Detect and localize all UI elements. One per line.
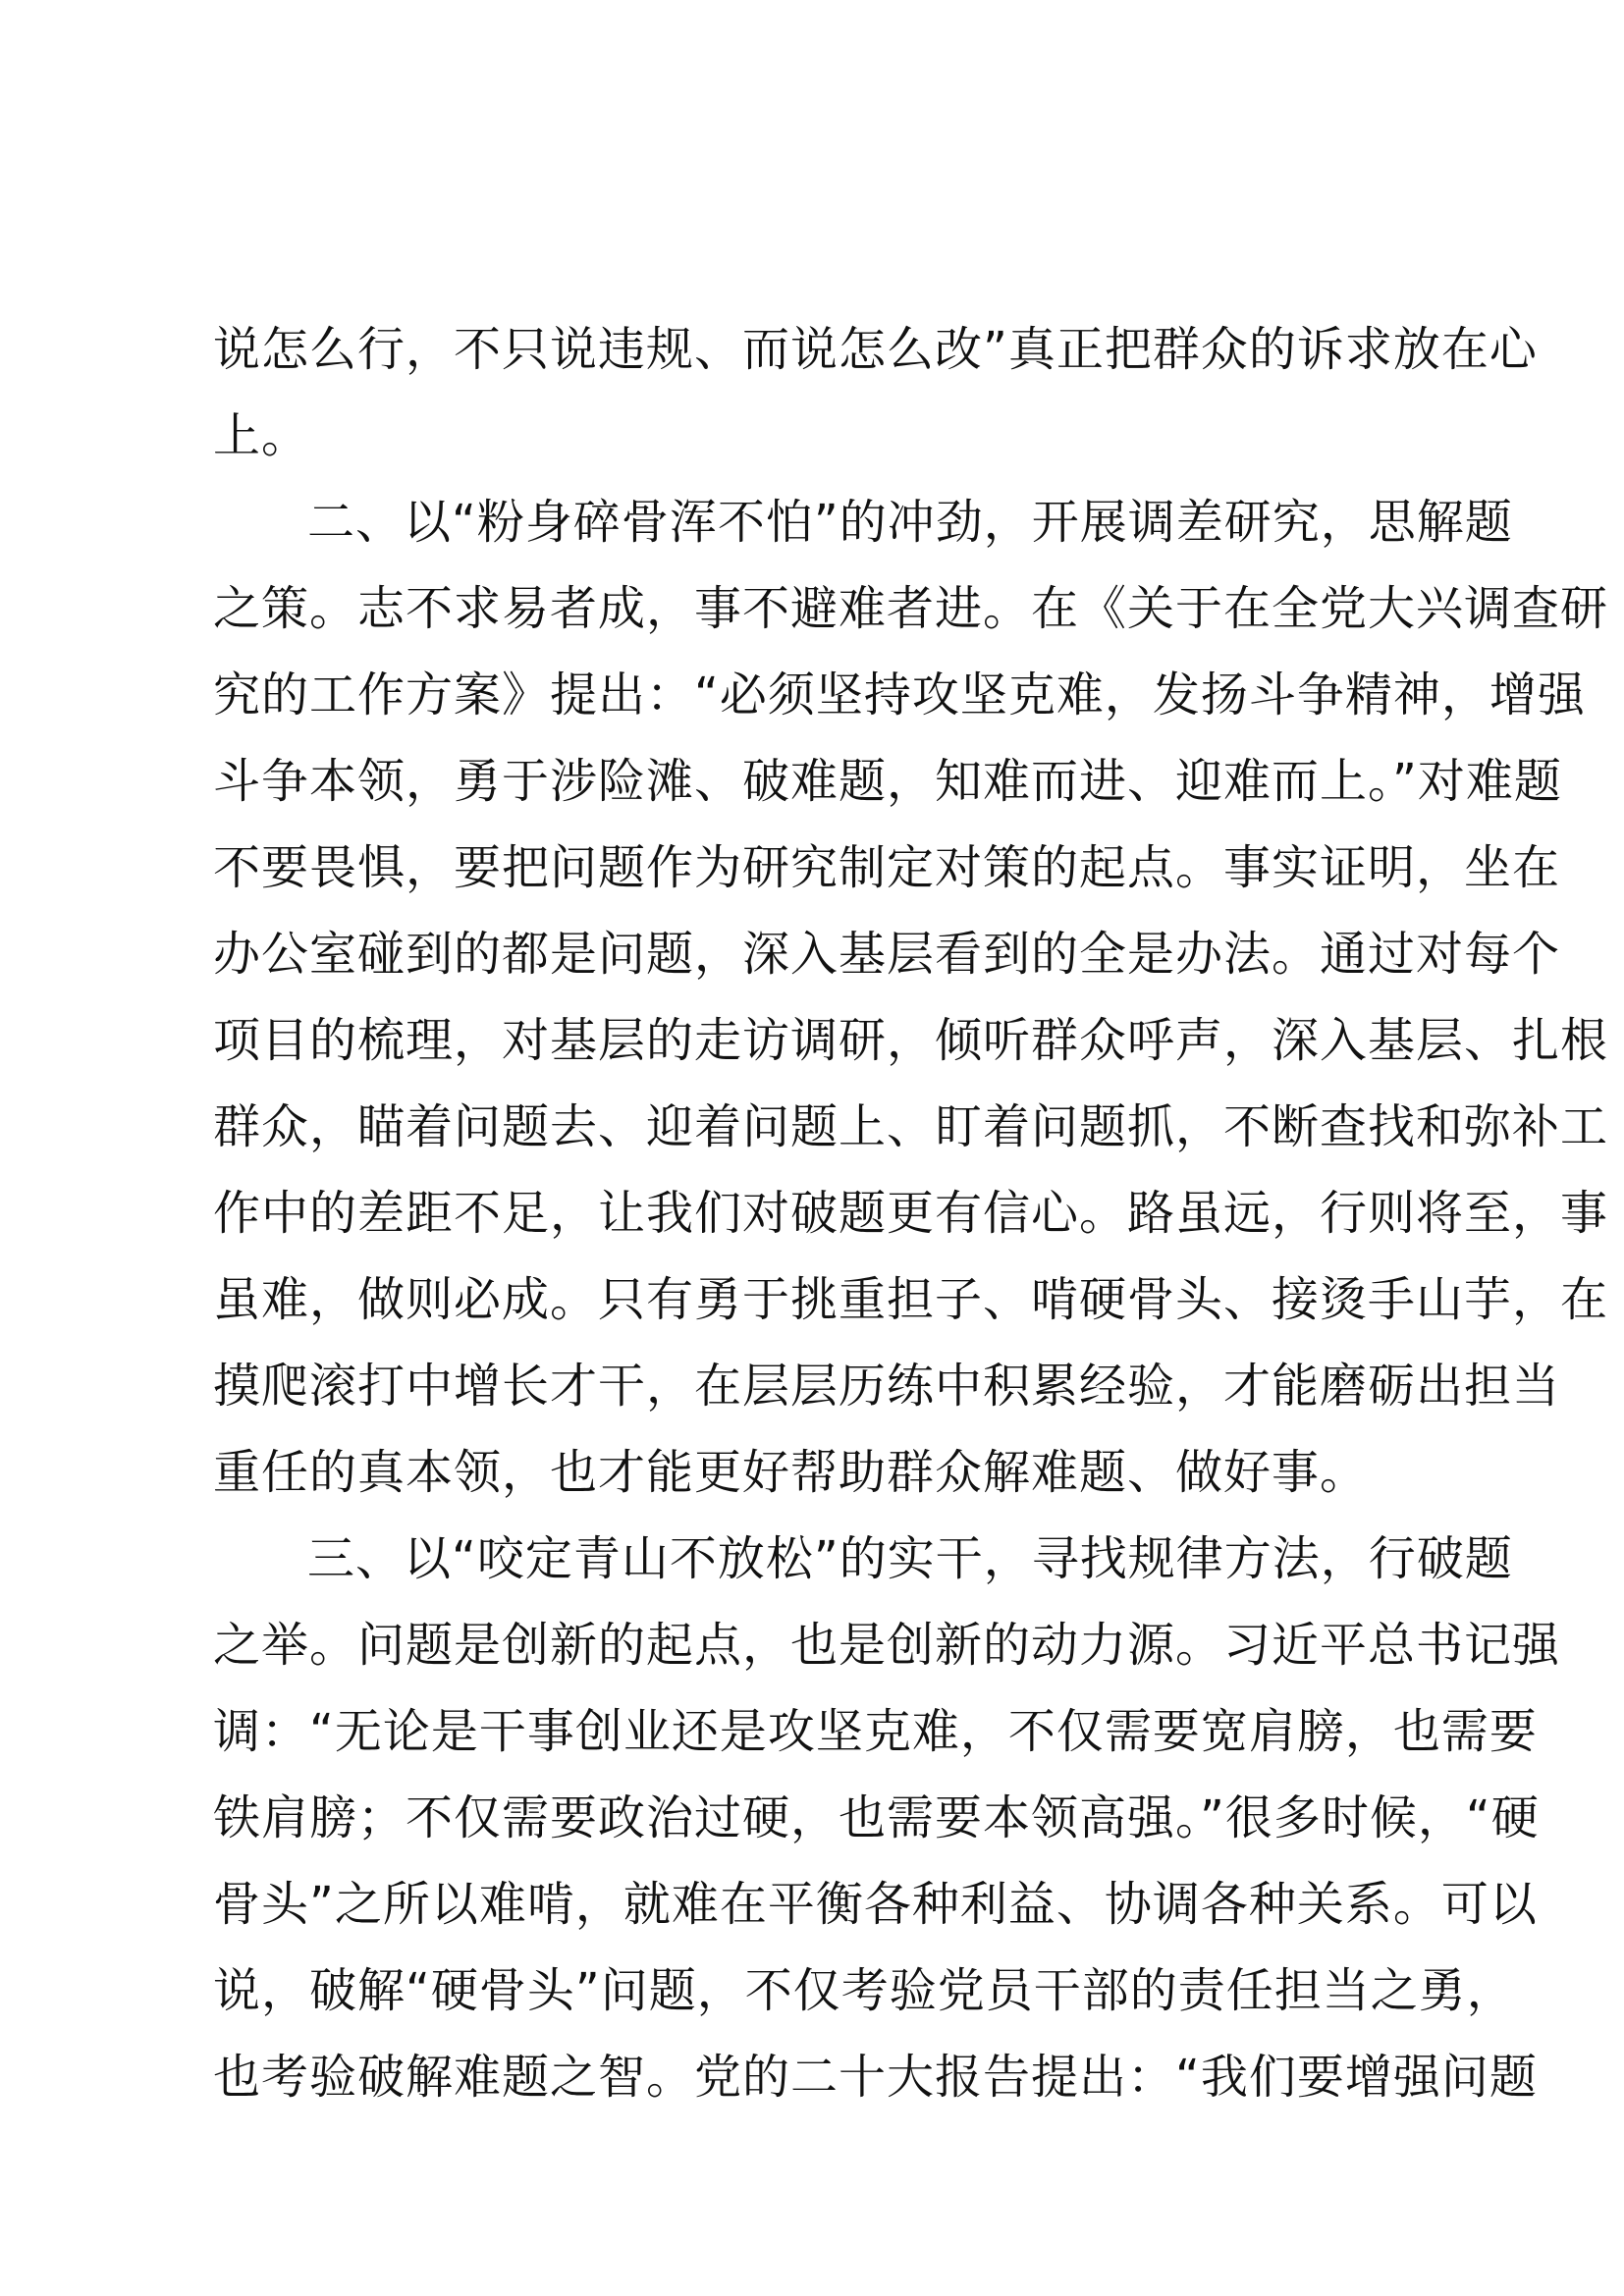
text-line-12: 虽难，做则必成。只有勇于挑重担子、啃硬骨头、接烫手山芋，在 <box>213 1272 1609 1327</box>
text-line-5: 究的工作方案》提出：“必须坚持攻坚克难，发扬斗争精神，增强 <box>213 667 1586 722</box>
text-line-20: 说，破解“硬骨头”问题，不仅考验党员干部的责任担当之勇， <box>213 1963 1515 2018</box>
text-line-19: 骨头”之所以难啃，就难在平衡各种利益、协调各种关系。可以 <box>213 1877 1538 1932</box>
text-line-14: 重任的真本领，也才能更好帮助群众解难题、做好事。 <box>213 1445 1369 1500</box>
text-line-21: 也考验破解难题之智。党的二十大报告提出：“我们要增强问题 <box>213 2050 1538 2105</box>
section-two-heading-line: 二、以“粉身碎骨浑不怕”的冲劲，开展调差研究，思解题 <box>307 495 1513 550</box>
body-text <box>213 306 1609 2120</box>
text-line-13: 摸爬滚打中增长才干，在层层历练中积累经验，才能磨砺出担当 <box>213 1359 1561 1414</box>
text-line-9: 项目的梳理，对基层的走访调研，倾听群众呼声，深入基层、扎根 <box>213 1013 1609 1068</box>
text-line-1: 说怎么行，不只说违规、而说怎么改”真正把群众的诉求放在心 <box>213 322 1538 377</box>
text-line-7: 不要畏惧，要把问题作为研究制定对策的起点。事实证明，坐在 <box>213 840 1561 895</box>
text-line-6: 斗争本领，勇于涉险滩、破难题，知难而进、迎难而上。”对难题 <box>213 754 1562 809</box>
text-line-16: 之举。问题是创新的起点，也是创新的动力源。习近平总书记强 <box>213 1618 1561 1673</box>
text-line-17: 调：“无论是干事创业还是攻坚克难，不仅需要宽肩膀，也需要 <box>213 1704 1538 1759</box>
text-line-8: 办公室碰到的都是问题，深入基层看到的全是办法。通过对每个 <box>213 927 1561 982</box>
text-line-11: 作中的差距不足，让我们对破题更有信心。路虽远，行则将至，事 <box>213 1186 1609 1241</box>
text-line-18: 铁肩膀；不仅需要政治过硬，也需要本领高强。”很多时候，“硬 <box>213 1790 1540 1845</box>
text-line-10: 群众，瞄着问题去、迎着问题上、盯着问题抓，不断查找和弥补工 <box>213 1099 1609 1154</box>
text-line-4: 之策。志不求易者成，事不避难者进。在《关于在全党大兴调查研 <box>213 581 1609 636</box>
text-line-2: 上。 <box>213 408 310 463</box>
section-three-heading-line: 三、以“咬定青山不放松”的实干，寻找规律方法，行破题 <box>307 1531 1513 1586</box>
